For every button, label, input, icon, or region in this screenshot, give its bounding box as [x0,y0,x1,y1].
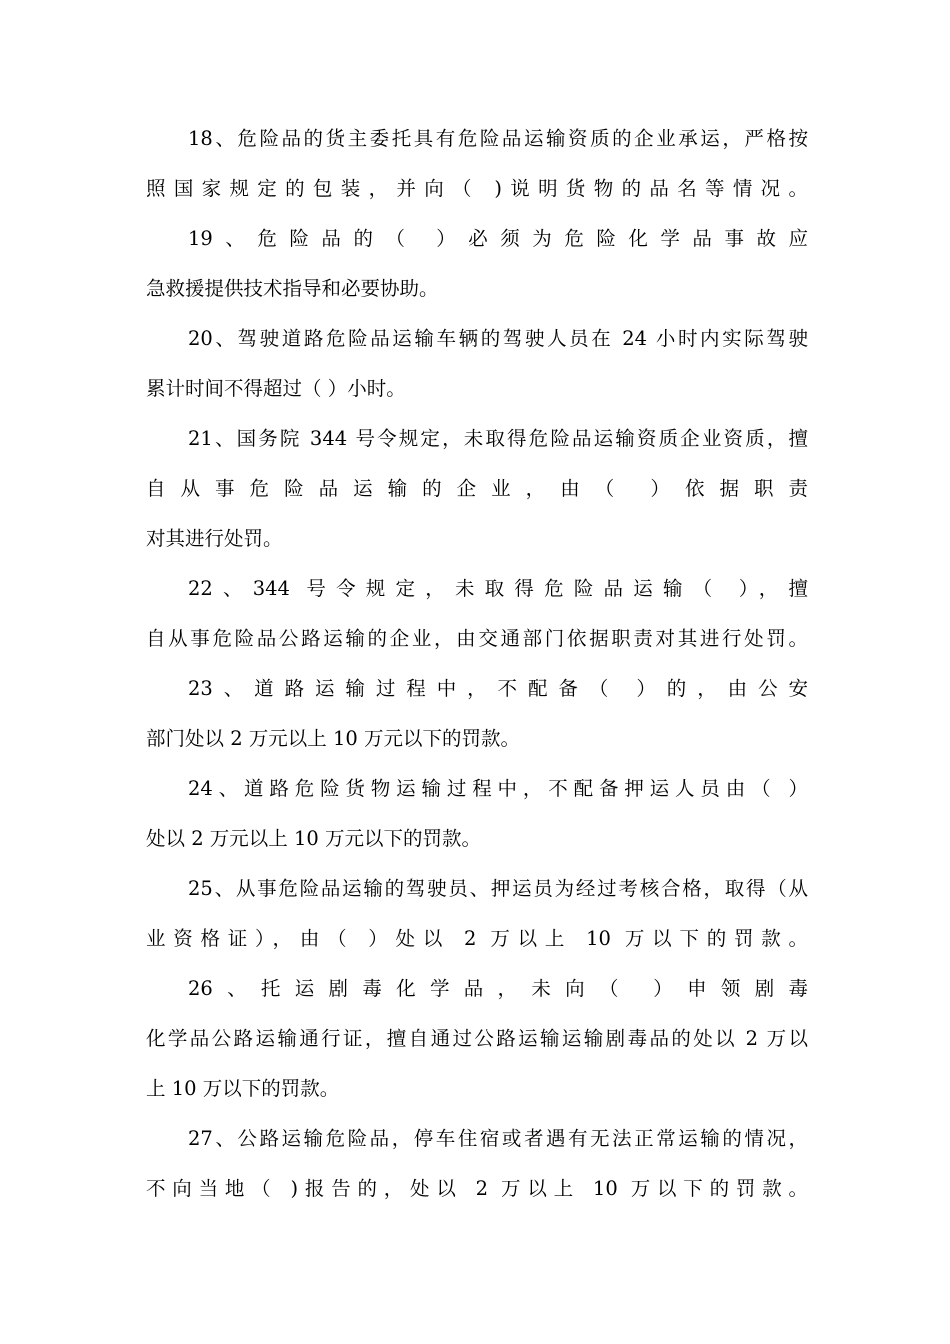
q26-line-1: 26、托运剧毒化学品，未向（ ）申领剧毒 [188,977,808,1000]
q20-line-2: 累计时间不得超过（ ）小时。 [146,377,406,400]
q26-line-3: 上 10 万以下的罚款。 [146,1077,340,1100]
q22-line-2: 自从事危险品公路运输的企业，由交通部门依据职责对其进行处罚。 [146,627,808,650]
q21-line-1: 21、国务院 344 号令规定，未取得危险品运输资质企业资质，擅 [188,427,808,450]
q26-line-2: 化学品公路运输通行证，擅自通过公路运输运输剧毒品的处以 2 万以 [146,1027,808,1050]
q23-line-2: 部门处以 2 万元以上 10 万元以下的罚款。 [146,727,521,750]
q19-line-1: 19、危险品的（ ）必须为危险化学品事故应 [188,227,808,250]
q27-line-1: 27、公路运输危险品，停车住宿或者遇有无法正常运输的情况， [188,1127,808,1150]
q23-line-1: 23、道路运输过程中，不配备（ ）的，由公安 [188,677,808,700]
q25-line-1: 25、从事危险品运输的驾驶员、押运员为经过考核合格，取得（从 [188,877,808,900]
q18-line-2: 照国家规定的包装，并向（ )说明货物的品名等情况。 [146,177,808,200]
q24-line-1: 24、道路危险货物运输过程中，不配备押运人员由（ ） [188,777,808,800]
q21-line-3: 对其进行处罚。 [146,527,283,550]
document-body [146,114,808,1214]
q25-line-2: 业资格证），由（ ）处以 2 万以上 10 万以下的罚款。 [146,927,808,950]
q20-line-1: 20、驾驶道路危险品运输车辆的驾驶人员在 24 小时内实际驾驶 [188,327,808,350]
q27-line-2: 不向当地（ )报告的，处以 2 万以上 10 万以下的罚款。 [146,1177,808,1200]
q19-line-2: 急救援提供技术指导和必要协助。 [146,277,439,300]
q24-line-2: 处以 2 万元以上 10 万元以下的罚款。 [146,827,482,850]
q21-line-2: 自从事危险品运输的企业，由（ ）依据职责 [146,477,808,500]
q22-line-1: 22、344 号令规定，未取得危险品运输（ ），擅 [188,577,808,600]
q18-line-1: 18、危险品的货主委托具有危险品运输资质的企业承运，严格按 [188,127,808,150]
